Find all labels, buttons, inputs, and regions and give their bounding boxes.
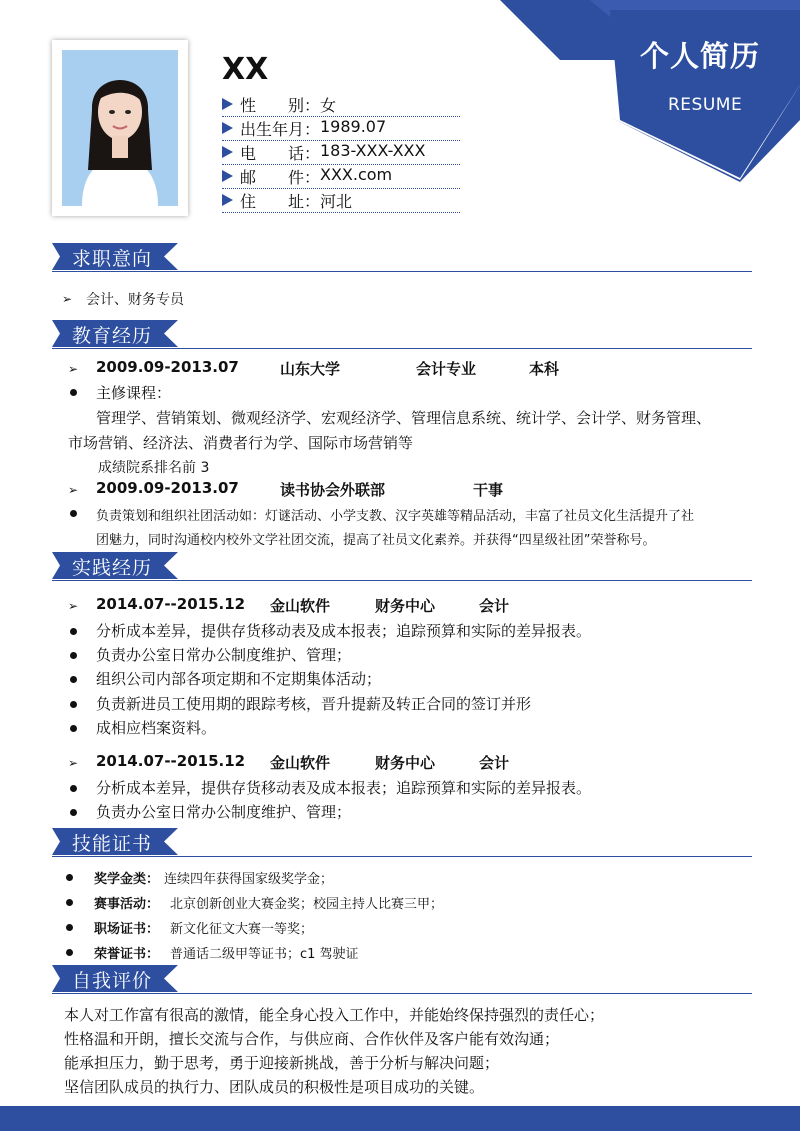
bullet-dot-icon bbox=[66, 949, 73, 956]
activity-line: 负责策划和组织社团活动如：灯谜活动、小学支教、汉字英雄等精品活动，丰富了社员文化生活提升了社 bbox=[96, 509, 695, 524]
job-duty: 成相应档案资料。 bbox=[96, 719, 217, 737]
arrow-bullet-icon: ➢ bbox=[68, 483, 79, 497]
triangle-bullet-icon bbox=[222, 146, 233, 158]
triangle-bullet-icon bbox=[222, 170, 233, 182]
job-duty: 分析成本差异，提供存货移动表及成本报表；追踪预算和实际的差异报表。 bbox=[96, 622, 592, 640]
job-role: 会计 bbox=[479, 754, 510, 772]
bullet-dot-icon bbox=[70, 676, 77, 683]
photo-frame bbox=[52, 40, 188, 216]
self-eval-line: 坚信团队成员的执行力、团队成员的积极性是项目成功的关键。 bbox=[64, 1078, 485, 1096]
job-period: 2014.07--2015.12 bbox=[96, 595, 246, 613]
bullet-dot-icon bbox=[70, 510, 77, 517]
job-duty: 负责新进员工使用期的跟踪考核，晋升提薪及转正合同的签订并形 bbox=[96, 695, 532, 713]
job-duty: 负责办公室日常办公制度维护、管理； bbox=[96, 646, 352, 664]
bullet-dot-icon bbox=[70, 701, 77, 708]
club-role: 干事 bbox=[473, 481, 504, 499]
section-title: 求职意向 bbox=[72, 248, 153, 270]
club-period: 2009.09-2013.07 bbox=[96, 479, 239, 497]
info-value: 1989.07 bbox=[320, 117, 387, 136]
edu-period: 2009.09-2013.07 bbox=[96, 358, 239, 376]
triangle-bullet-icon bbox=[222, 98, 233, 110]
section-title: 实践经历 bbox=[72, 557, 153, 579]
club-org: 读书协会外联部 bbox=[280, 481, 386, 499]
bullet-dot-icon bbox=[66, 899, 73, 906]
section-header-skills bbox=[52, 828, 752, 857]
triangle-bullet-icon bbox=[222, 122, 233, 134]
candidate-name: XX bbox=[222, 52, 269, 87]
bullet-dot-icon bbox=[70, 785, 77, 792]
info-label: 邮 件： bbox=[240, 168, 321, 187]
skill-value: 北京创新创业大赛金奖；校园主持人比赛三甲； bbox=[170, 897, 444, 912]
skill-value: 新文化征文大赛一等奖； bbox=[170, 922, 314, 937]
job-period: 2014.07--2015.12 bbox=[96, 752, 246, 770]
info-gender bbox=[222, 92, 460, 117]
portrait-photo bbox=[62, 50, 178, 206]
info-address bbox=[222, 188, 460, 213]
edu-school: 山东大学 bbox=[280, 360, 341, 378]
courses-line: 管理学、营销策划、微观经济学、宏观经济学、管理信息系统、统计学、会计学、财务管理、 bbox=[96, 409, 712, 427]
arrow-bullet-icon: ➢ bbox=[62, 292, 73, 306]
section-title: 技能证书 bbox=[72, 833, 153, 855]
info-label: 住 址： bbox=[240, 192, 321, 211]
footer-bar bbox=[0, 1106, 800, 1131]
info-value: 河北 bbox=[320, 192, 353, 211]
section-header-practice bbox=[52, 552, 752, 581]
skill-value: 普通话二级甲等证书；c1 驾驶证 bbox=[170, 947, 359, 962]
resume-title-cn: 个人简历 bbox=[640, 39, 761, 73]
edu-degree: 本科 bbox=[529, 360, 560, 378]
skill-label: 荣誉证书： bbox=[94, 947, 160, 962]
triangle-bullet-icon bbox=[222, 194, 233, 206]
job-company: 金山软件 bbox=[270, 597, 331, 615]
job-company: 金山软件 bbox=[270, 754, 331, 772]
job-duty: 负责办公室日常办公制度维护、管理； bbox=[96, 803, 352, 821]
deco-triangle bbox=[610, 0, 800, 178]
skill-value: 连续四年获得国家级奖学金； bbox=[164, 872, 334, 887]
skill-label: 赛事活动： bbox=[94, 897, 160, 912]
rank-text: 成绩院系排名前 3 bbox=[98, 460, 210, 476]
self-eval-line: 性格温和开朗，擅长交流与合作，与供应商、合作伙伴及客户能有效沟通； bbox=[64, 1030, 560, 1048]
job-dept: 财务中心 bbox=[375, 754, 436, 772]
bullet-dot-icon bbox=[66, 874, 73, 881]
arrow-bullet-icon: ➢ bbox=[68, 362, 79, 376]
skill-label: 奖学金类： bbox=[94, 872, 160, 887]
section-title: 自我评价 bbox=[72, 970, 153, 992]
job-duty: 组织公司内部各项定期和不定期集体活动； bbox=[96, 670, 382, 688]
section-header-education bbox=[52, 320, 752, 349]
info-label: 性 别： bbox=[240, 96, 321, 115]
activity-line: 团魅力，同时沟通校内校外文学社团交流，提高了社员文化素养。并获得“四星级社团”荣誉称号。 bbox=[96, 533, 656, 548]
info-phone bbox=[222, 140, 460, 165]
bullet-dot-icon bbox=[66, 924, 73, 931]
resume-title-en: RESUME bbox=[668, 95, 743, 115]
job-role: 会计 bbox=[479, 597, 510, 615]
job-duty: 分析成本差异，提供存货移动表及成本报表；追踪预算和实际的差异报表。 bbox=[96, 779, 592, 797]
section-header-self bbox=[52, 965, 752, 994]
info-value: 183-XXX-XXX bbox=[320, 141, 426, 160]
edu-major: 会计专业 bbox=[416, 360, 477, 378]
info-value: XXX.com bbox=[320, 165, 393, 184]
bullet-dot-icon bbox=[70, 389, 77, 396]
info-email bbox=[222, 164, 460, 189]
section-title: 教育经历 bbox=[72, 325, 153, 347]
info-label: 电 话： bbox=[240, 144, 321, 163]
arrow-bullet-icon: ➢ bbox=[68, 599, 79, 613]
arrow-bullet-icon: ➢ bbox=[68, 756, 79, 770]
job-dept: 财务中心 bbox=[375, 597, 436, 615]
courses-line: 市场营销、经济法、消费者行为学、国际市场营销等 bbox=[68, 434, 414, 452]
skill-label: 职场证书： bbox=[94, 922, 160, 937]
section-header-job bbox=[52, 243, 752, 272]
info-value: 女 bbox=[320, 96, 337, 115]
self-eval-line: 本人对工作富有很高的激情，能全身心投入工作中，并能始终保持强烈的责任心； bbox=[64, 1006, 605, 1024]
courses-label: 主修课程： bbox=[96, 384, 172, 402]
info-label: 出生年月： bbox=[240, 120, 321, 139]
portrait-icon bbox=[62, 50, 178, 206]
self-eval-line: 能承担压力，勤于思考，勇于迎接新挑战，善于分析与解决问题； bbox=[64, 1054, 500, 1072]
job-intent: 会计、财务专员 bbox=[86, 292, 184, 308]
info-birth bbox=[222, 116, 460, 141]
bullet-dot-icon bbox=[70, 809, 77, 816]
bullet-dot-icon bbox=[70, 652, 77, 659]
bullet-dot-icon bbox=[70, 725, 77, 732]
bullet-dot-icon bbox=[70, 628, 77, 635]
